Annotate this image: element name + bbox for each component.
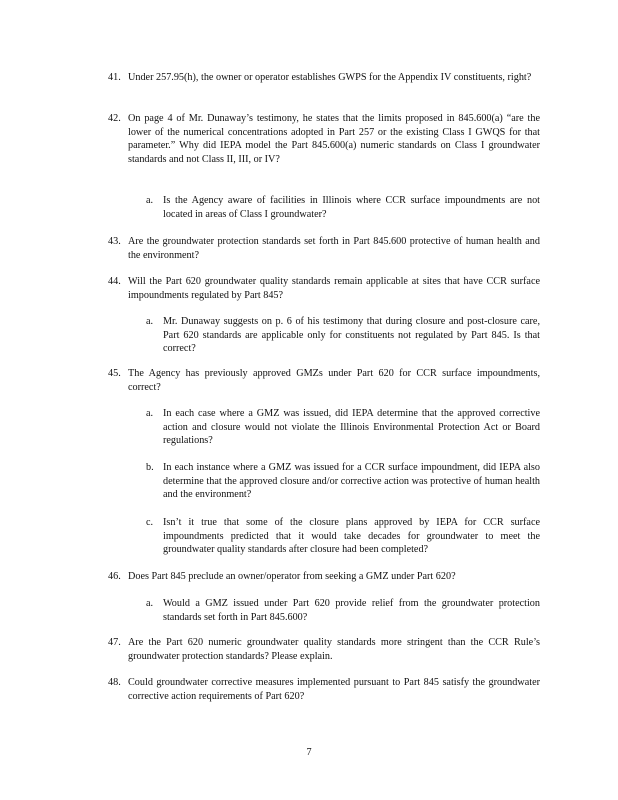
page-number: 7	[306, 747, 312, 758]
question-text: Will the Part 620 groundwater quality standards remain applicable at sites that have CCR surface impoundments regulated by Part 845?	[128, 276, 540, 301]
question-45	[108, 367, 540, 394]
question-43	[108, 235, 540, 262]
question-number: 47.	[108, 637, 121, 648]
question-45-b	[146, 461, 540, 502]
question-text: Could groundwater corrective measures implemented pursuant to Part 845 satisfy the groundwater corrective action requirements of Part 620?	[128, 677, 540, 702]
sub-question-text: Mr. Dunaway suggests on p. 6 of his testimony that during closure and post-closure care, Part 620 standards are applicable only for constituents not regulated by Part 845. Is that correct?	[163, 316, 540, 355]
question-text: Does Part 845 preclude an owner/operator from seeking a GMZ under Part 620?	[128, 571, 456, 582]
question-number: 45.	[108, 368, 121, 379]
question-text: On page 4 of Mr. Dunaway’s testimony, he states that the limits proposed in 845.600(a) “are the lower of the numerical concentrations adopted in Part 257 or the existing Class I GWQS for that parameter.” Why did IEPA model the Part 845.600(a) numeric standards on Class I groundwater standards and not Class II, III, or IV?	[128, 113, 540, 165]
sub-question-label: b.	[146, 462, 154, 473]
sub-question-text: In each instance where a GMZ was issued for a CCR surface impoundment, did IEPA also determine that the approved closure and/or corrective action was protective of human health and the environment?	[163, 462, 540, 501]
question-42-a	[146, 194, 540, 221]
question-47	[108, 636, 540, 663]
question-text: Under 257.95(h), the owner or operator establishes GWPS for the Appendix IV constituents, right?	[128, 72, 532, 83]
question-44	[108, 275, 540, 302]
question-44-a	[146, 315, 540, 356]
question-number: 48.	[108, 677, 121, 688]
sub-question-label: a.	[146, 408, 154, 419]
sub-question-label: c.	[146, 517, 154, 528]
question-text: Are the Part 620 numeric groundwater quality standards more stringent than the CCR Rule’s groundwater protection standards? Please explain.	[128, 637, 540, 662]
question-45-c	[146, 516, 540, 557]
question-42	[108, 112, 540, 166]
question-number: 44.	[108, 276, 121, 287]
sub-question-text: Would a GMZ issued under Part 620 provide relief from the groundwater protection standards set forth in Part 845.600?	[163, 598, 540, 623]
sub-question-text: Is the Agency aware of facilities in Illinois where CCR surface impoundments are not located in areas of Class I groundwater?	[163, 195, 540, 220]
question-text: Are the groundwater protection standards set forth in Part 845.600 protective of human health and the environment?	[128, 236, 540, 261]
sub-question-text: In each case where a GMZ was issued, did IEPA determine that the approved corrective action and closure would not violate the Illinois Environmental Protection Act or Board regulations?	[163, 408, 540, 447]
question-text: The Agency has previously approved GMZs under Part 620 for CCR surface impoundments, correct?	[128, 368, 540, 393]
question-number: 41.	[108, 72, 121, 83]
sub-question-text: Isn’t it true that some of the closure plans approved by IEPA for CCR surface impoundments predicted that it would take decades for groundwater to meet the groundwater quality standards after closure had been completed?	[163, 517, 540, 556]
question-number: 46.	[108, 571, 121, 582]
question-number: 43.	[108, 236, 121, 247]
question-45-a	[146, 407, 540, 448]
question-41	[108, 71, 540, 85]
sub-question-label: a.	[146, 195, 154, 206]
sub-question-label: a.	[146, 316, 154, 327]
question-48	[108, 676, 540, 703]
question-number: 42.	[108, 113, 121, 124]
sub-question-label: a.	[146, 598, 154, 609]
question-46-a	[146, 597, 540, 624]
question-46	[108, 570, 540, 584]
